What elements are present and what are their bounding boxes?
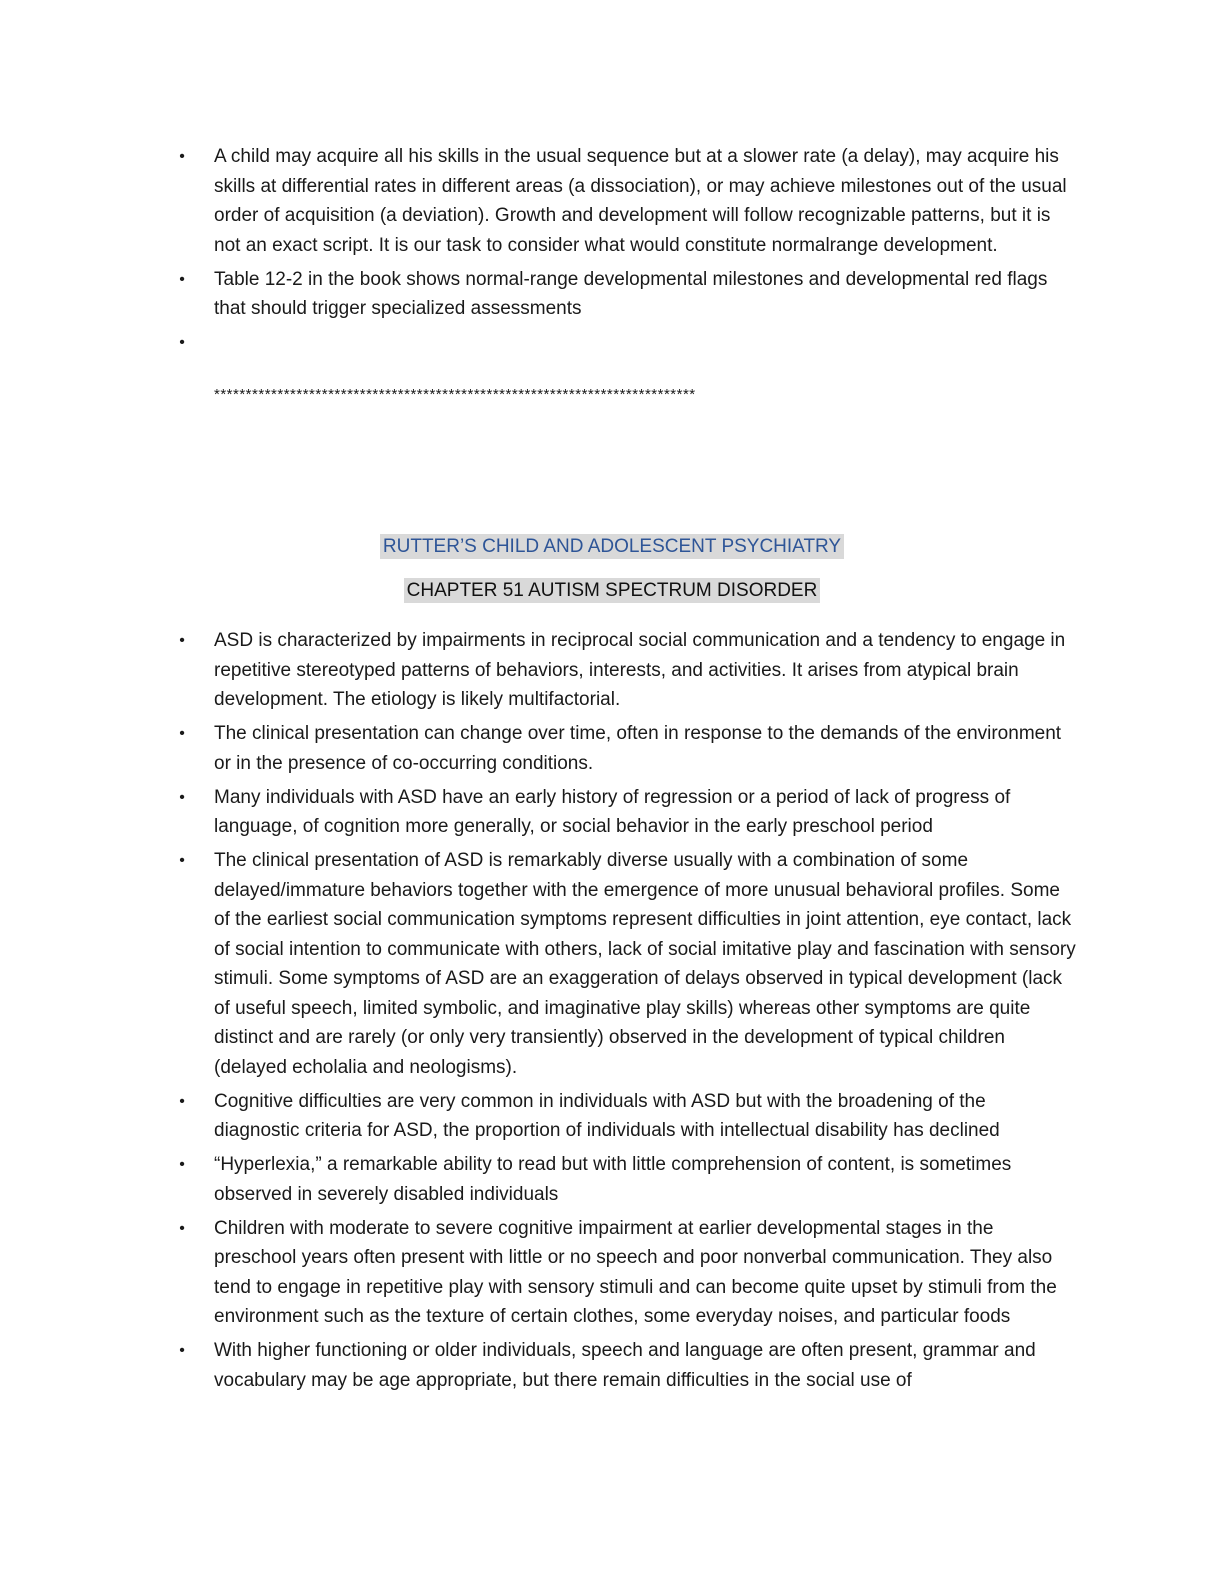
bullet-icon: •: [179, 1092, 185, 1110]
list-item: [176, 1336, 1076, 1395]
bullet-icon: •: [179, 1219, 185, 1237]
bullet-icon: •: [179, 632, 185, 649]
list-item: [176, 1150, 1076, 1209]
list-item: [176, 783, 1076, 842]
bullet-icon: •: [179, 1342, 185, 1359]
bullet-icon: •: [179, 788, 185, 806]
bullet-text: Cognitive difficulties are very common in individuals with ASD but with the broadening of the diagnostic criteria for ASD, the proportion of individuals with intellectual disability has declined: [214, 1090, 1000, 1141]
bullet-text: With higher functioning or older individuals, speech and language are often present, grammar and vocabulary may be age appropriate, but there remain difficulties in the social use of: [214, 1340, 1036, 1391]
list-item: [176, 265, 1076, 324]
bullet-icon: •: [179, 334, 185, 351]
book-title: [0, 536, 1224, 558]
bullet-text: ASD is characterized by impairments in reciprocal social communication and a tendency to engage in repetitive stereotyped patterns of behaviors, interests, and activities. It arises from atypical brain development. The etiology is likely multifactorial.: [214, 630, 1066, 710]
bullet-text: Children with moderate to severe cognitive impairment at earlier developmental stages in the preschool years often present with little or no speech and poor nonverbal communication. They also tend to engage in repetitive play with sensory stimuli and can become quite upset by stimuli from the environment such as the texture of certain clothes, some everyday noises, and particular foods: [214, 1217, 1057, 1327]
bullet-text: Many individuals with ASD have an early history of regression or a period of lack of progress of language, of cognition more generally, or social behavior in the early preschool period: [214, 786, 1011, 837]
bullet-text: “Hyperlexia,” a remarkable ability to read but with little comprehension of content, is sometimes observed in severely disabled individuals: [214, 1154, 1012, 1205]
list-item: [176, 1087, 1076, 1146]
list-item: [176, 846, 1076, 1082]
bullet-icon: •: [179, 148, 185, 165]
bullet-text: The clinical presentation of ASD is remarkably diverse usually with a combination of some delayed/immature behaviors together with the emergence of more unusual behavioral profiles. Some of the earliest social communication symptoms represent difficulties in joint attention, eye contact, lack of social intention to communicate with others, lack of social imitative play and fascination with sensory stimuli. Some symptoms of ASD are an exaggeration of delays observed in typical development (lack of useful speech, limited symbolic, and imaginative play skills) whereas other symptoms are quite distinct and are rarely (or only very transiently) observed in the development of typical children (delayed echolalia and neologisms).: [214, 850, 1076, 1078]
bullet-icon: •: [179, 852, 185, 869]
chapter-title-text: CHAPTER 51 AUTISM SPECTRUM DISORDER: [404, 578, 821, 603]
top-bullet-list: [176, 142, 1076, 351]
book-title-text: RUTTER’S CHILD AND ADOLESCENT PSYCHIATRY: [380, 534, 844, 559]
chapter-title: [0, 580, 1224, 602]
list-item: [176, 1214, 1076, 1332]
bullet-icon: •: [179, 270, 185, 288]
bullet-icon: •: [179, 1156, 185, 1173]
bullet-icon: •: [179, 725, 185, 742]
list-item: [176, 142, 1076, 260]
separator-line: ****************************************************************************: [214, 386, 696, 403]
list-item: [176, 719, 1076, 778]
list-item: [176, 626, 1076, 715]
bullet-text: Table 12-2 in the book shows normal-range developmental milestones and developmental red flags that should trigger specialized assessments: [214, 268, 1048, 319]
bullet-text: The clinical presentation can change over time, often in response to the demands of the environment or in the presence of co-occurring conditions.: [214, 723, 1062, 774]
main-bullet-list: [176, 626, 1076, 1400]
bullet-text: A child may acquire all his skills in the usual sequence but at a slower rate (a delay), may acquire his skills at differential rates in different areas (a dissociation), or may achieve milestones out of the usual order of acquisition (a deviation). Growth and development will follow recognizable patterns, but it is not an exact script. It is our task to consider what would constitute normalrange development.: [214, 146, 1067, 256]
